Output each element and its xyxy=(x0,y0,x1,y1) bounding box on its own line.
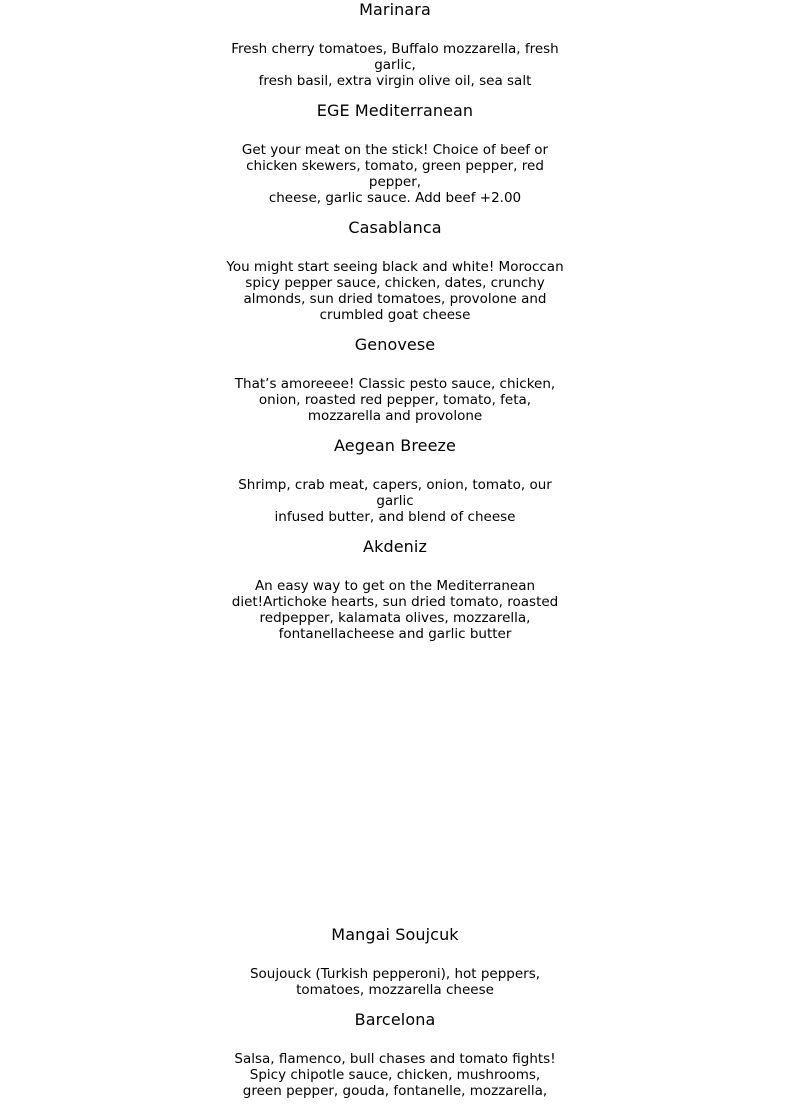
item-description: Soujouck (Turkish pepperoni), hot peppers, tomatoes, mozzarella cheese xyxy=(249,966,541,998)
menu-item-marinara xyxy=(222,0,568,89)
item-name: Marinara xyxy=(359,0,431,19)
menu-section-top xyxy=(222,0,568,642)
item-name: Genovese xyxy=(354,335,436,354)
menu-item-mangai-soujcuk xyxy=(222,925,568,998)
menu-item-ege-mediterranean xyxy=(222,101,568,206)
item-description: An easy way to get on the Mediterranean diet!Artichoke hearts, sun dried tomato, roasted redpepper, kalamata olives, mozzarella, fontanellacheese and garlic butter xyxy=(231,578,559,642)
item-description: Salsa, flamenco, bull chases and tomato fights! Spicy chipotle sauce, chicken, mushrooms, green pepper, gouda, fontanelle, mozzarella, xyxy=(234,1051,556,1099)
menu-item-genovese xyxy=(222,335,568,424)
menu-item-aegean-breeze xyxy=(222,436,568,525)
menu-item-akdeniz xyxy=(222,537,568,642)
item-description: That’s amoreeee! Classic pesto sauce, chicken, onion, roasted red pepper, tomato, feta, mozzarella and provolone xyxy=(234,376,556,424)
item-description: Shrimp, crab meat, capers, onion, tomato, our garlic infused butter, and blend of cheese xyxy=(238,477,552,525)
item-name: EGE Mediterranean xyxy=(316,101,474,120)
item-description: You might start seeing black and white! Moroccan spicy pepper sauce, chicken, dates, crunchy almonds, sun dried tomatoes, provolone and crumbled goat cheese xyxy=(226,259,564,323)
item-name: Casablanca xyxy=(348,218,442,237)
item-name: Mangai Soujcuk xyxy=(331,925,459,944)
menu-item-barcelona xyxy=(222,1010,568,1099)
item-name: Akdeniz xyxy=(363,537,427,556)
item-name: Barcelona xyxy=(354,1010,436,1029)
item-name: Aegean Breeze xyxy=(334,436,456,455)
item-description: Get your meat on the stick! Choice of beef or chicken skewers, tomato, green pepper, red pepper, cheese, garlic sauce. Add beef +2.00 xyxy=(241,142,549,206)
menu-item-casablanca xyxy=(222,218,568,323)
item-description: Fresh cherry tomatoes, Buffalo mozzarella, fresh garlic, fresh basil, extra virgin olive oil, sea salt xyxy=(231,41,559,89)
menu-section-bottom xyxy=(222,925,568,1099)
